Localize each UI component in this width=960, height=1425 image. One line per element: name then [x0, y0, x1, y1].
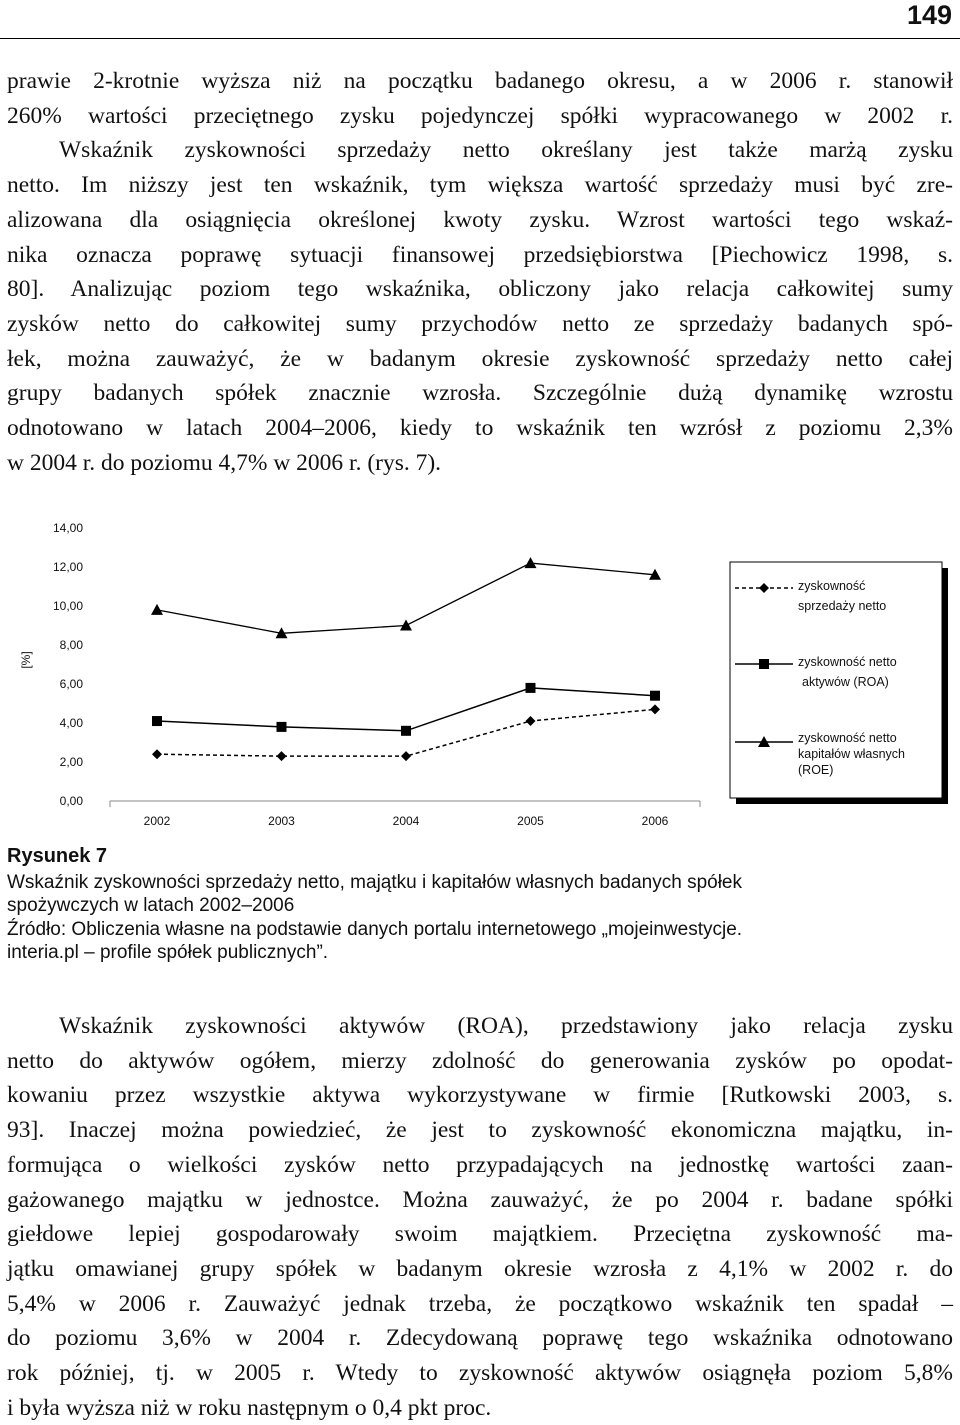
legend-label: zyskowność: [798, 579, 866, 593]
data-point-square: [526, 683, 536, 693]
data-point-square: [759, 659, 769, 669]
text-line: 93]. Inaczej można powiedzieć, że jest to zyskowność ekonomiczna majątku, in-: [7, 1117, 953, 1144]
text-line: w 2004 r. do poziomu 4,7% w 2006 r. (rys. 7).: [7, 449, 442, 476]
y-tick-label: 8,00: [59, 638, 83, 652]
chart-axes: [19, 521, 700, 828]
y-tick-label: 2,00: [59, 755, 83, 769]
text-line: zysków netto do całkowitej sumy przychodów netto ze sprzedaży badanych spó-: [7, 310, 953, 337]
y-tick-label: 0,00: [59, 794, 83, 808]
data-point-diamond: [277, 751, 287, 761]
data-point-triangle: [400, 620, 412, 631]
text-line: 5,4% w 2006 r. Zauważyć jednak trzeba, że początkowo wskaźnik ten spadał –: [7, 1290, 953, 1317]
x-tick-label: 2003: [268, 814, 295, 828]
text-line: rok później, tj. w 2005 r. Wtedy to zyskowność aktywów osiągnęła poziom 5,8%: [7, 1360, 953, 1387]
text-line: do poziomu 3,6% w 2004 r. Zdecydowaną poprawę tego wskaźnika odnotowano: [7, 1325, 953, 1352]
series-line: [152, 683, 660, 736]
data-point-square: [650, 691, 660, 701]
y-tick-label: 10,00: [52, 599, 83, 613]
x-tick-label: 2004: [392, 814, 420, 828]
figure-caption-title: Rysunek 7: [7, 845, 108, 867]
data-point-square: [401, 726, 411, 736]
text-line: jątku omawianej grupy spółek w badanym okresie wzrosła z 4,1% w 2002 r. do: [7, 1255, 953, 1282]
data-point-diamond: [526, 716, 536, 726]
figure-caption: [7, 845, 957, 965]
text-line: kowaniu przez wszystkie aktywa wykorzystywane w firmie [Rutkowski 2003, s.: [7, 1082, 953, 1109]
text-line: grupy badanych spółek znacznie wzrosła. Szczególnie dużą dynamikę wzrostu: [7, 380, 953, 407]
figure-caption-line: Wskaźnik zyskowności sprzedaży netto, majątku i kapitałów własnych badanych spółek: [7, 871, 742, 893]
text-line: łek, można zauważyć, że w badanym okresie zyskowność sprzedaży netto całej: [7, 345, 953, 372]
text-line: 260% wartości przeciętnego zysku pojedynczej spółki wypracowanego w 2002 r.: [7, 102, 953, 129]
figure-source-line: interia.pl – profile spółek publicznych”.: [7, 942, 329, 963]
chart-series: [151, 557, 661, 761]
series-line: [151, 557, 661, 638]
legend-label: zyskowność netto: [798, 731, 897, 745]
legend-label: kapitałów własnych: [798, 747, 905, 761]
text-line: formująca o wielkości zysków netto przypadających na jednostkę wartości zaan-: [7, 1151, 953, 1178]
y-tick-label: 14,00: [52, 521, 83, 535]
y-tick-label: 6,00: [59, 677, 83, 691]
text-line: alizowana dla osiągnięcia określonej kwoty zysku. Wzrost wartości tego wskaź-: [7, 206, 953, 233]
legend-label: sprzedaży netto: [798, 599, 887, 613]
text-line: netto do aktywów ogółem, mierzy zdolność do generowania zysków po opodat-: [7, 1047, 953, 1074]
page-number: 149: [906, 0, 952, 30]
text-line: nika oznacza poprawę sytuacji finansowej przedsiębiorstwa [Piechowicz 1998, s.: [7, 241, 953, 268]
data-point-triangle: [525, 557, 537, 568]
x-tick-label: 2006: [641, 814, 669, 828]
text-line: Wskaźnik zyskowności sprzedaży netto określany jest także marżą zysku: [59, 137, 953, 164]
data-point-diamond: [152, 749, 162, 759]
figure-source-line: Źródło: Obliczenia własne na podstawie danych portalu internetowego „mojeinwestycje.: [7, 918, 743, 940]
text-line: gażowanego majątku w jednostce. Można zauważyć, że po 2004 r. badane spółki: [7, 1186, 953, 1213]
text-line: i była wyższa niż w roku następnym o 0,4 pkt proc.: [7, 1394, 492, 1421]
data-point-square: [277, 722, 287, 732]
text-line: netto. Im niższy jest ten wskaźnik, tym większa wartość sprzedaży musi być zre-: [7, 172, 953, 199]
header-rule: [0, 38, 960, 39]
y-axis-label: [%]: [19, 651, 33, 669]
text-line: giełdowe lepiej gospodarowały swoim majątkiem. Przeciętna zyskowność ma-: [7, 1221, 953, 1248]
data-point-diamond: [650, 704, 660, 714]
chart-legend: [730, 562, 948, 804]
data-point-triangle: [151, 604, 163, 615]
y-tick-label: 12,00: [52, 560, 83, 574]
line-chart: [0, 510, 960, 830]
data-point-diamond: [401, 751, 411, 761]
text-line: 80]. Analizując poziom tego wskaźnika, obliczony jako relacja całkowitej sumy: [7, 276, 953, 303]
x-tick-label: 2002: [143, 814, 171, 828]
y-tick-label: 4,00: [59, 716, 83, 730]
series-polyline: [157, 688, 655, 731]
paragraph-top: [7, 64, 953, 480]
legend-label: (ROE): [798, 763, 834, 777]
text-line: prawie 2-krotnie wyższa niż na początku badanego okresu, a w 2006 r. stanowił: [7, 68, 953, 94]
x-tick-label: 2005: [517, 814, 544, 828]
paragraph-bottom: [7, 1009, 953, 1425]
legend-label: zyskowność netto: [798, 655, 897, 669]
legend-label: aktywów (ROA): [802, 675, 889, 689]
text-line: Wskaźnik zyskowności aktywów (ROA), przedstawiony jako relacja zysku: [59, 1013, 953, 1039]
data-point-square: [152, 716, 162, 726]
text-line: odnotowano w latach 2004–2006, kiedy to wskaźnik ten wzrósł z poziomu 2,3%: [7, 415, 953, 442]
figure-caption-line: spożywczych w latach 2002–2006: [7, 895, 295, 916]
